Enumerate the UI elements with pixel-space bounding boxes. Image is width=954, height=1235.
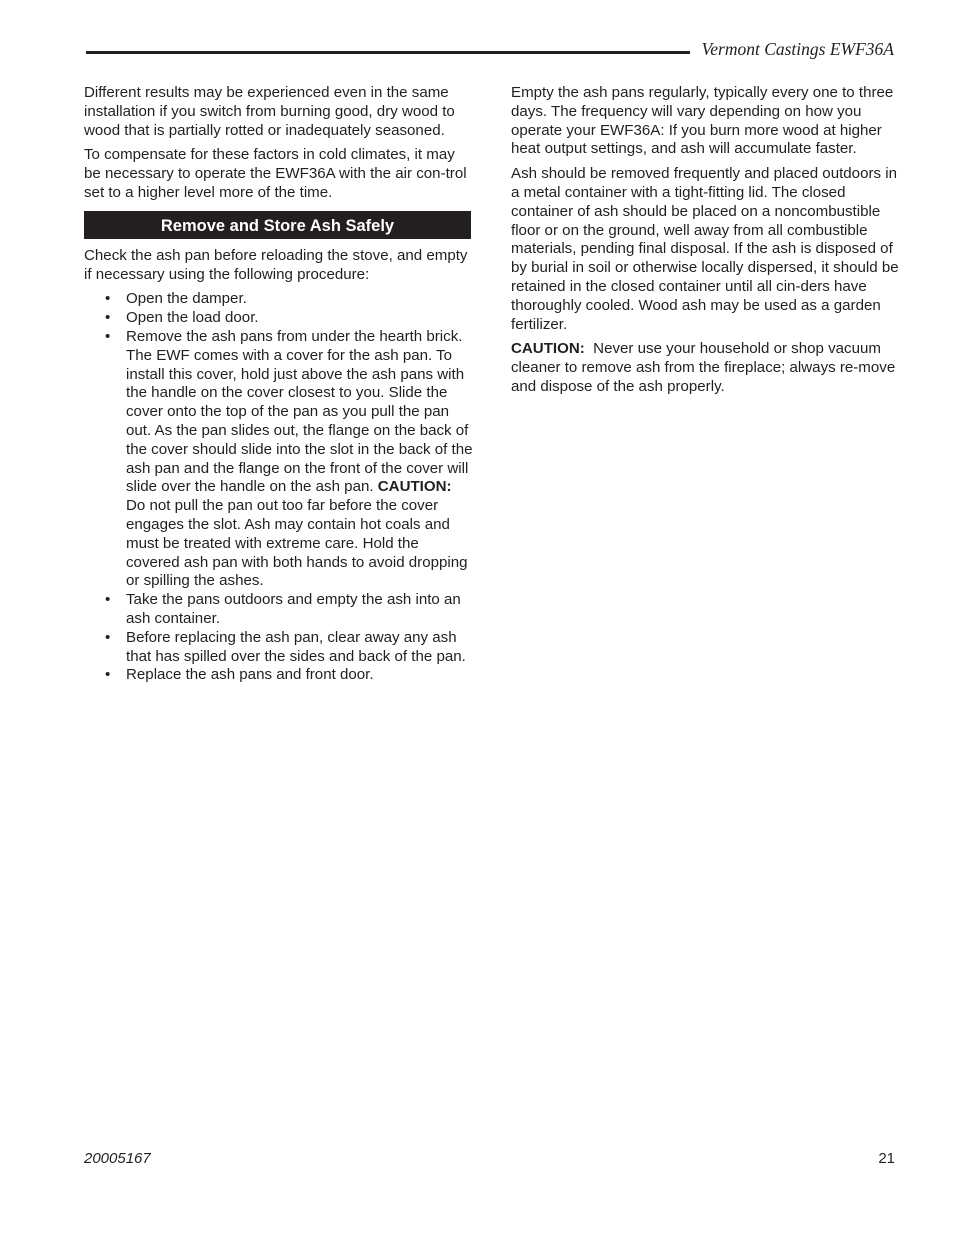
list-item	[105, 591, 474, 629]
bullet: •	[105, 327, 111, 345]
bullet: •	[105, 309, 111, 327]
list-item	[105, 628, 474, 667]
right-caution	[511, 340, 901, 396]
header-rule	[86, 51, 690, 54]
left-para-2: To compensate for these factors in cold climates, it may be necessary to operate the EWF36A with the air con-trol set to a higher level more of the time.	[84, 146, 467, 201]
page-number: 21	[878, 1150, 895, 1167]
step-text: Replace the ash pans and front door.	[126, 666, 374, 684]
procedure-list	[84, 290, 474, 685]
caution-text: Do not pull the pan out too far before the cover engages the slot. Ash may contain hot coals and must be treated with extreme care. Hold the covered ash pan with both hands to avoid dropping or spilling the ashes.	[126, 497, 468, 590]
list-item	[105, 290, 474, 309]
right-para-1: Empty the ash pans regularly, typically every one to three days. The frequency will vary depending on how you operate your EWF36A: If you burn more wood at higher heat output settings, and ash will accumulate faster.	[511, 84, 894, 158]
step-text: Open the damper.	[126, 290, 247, 308]
caution-text: Never use your household or shop vacuum cleaner to remove ash from the fireplace; always re-move and dispose of the ash properly.	[511, 340, 896, 395]
list-item	[105, 666, 474, 685]
bullet: •	[105, 666, 111, 684]
step-text: Open the load door.	[126, 309, 259, 327]
right-column	[511, 84, 901, 403]
bullet: •	[105, 290, 111, 308]
bullet: •	[105, 591, 111, 609]
header-title: Vermont Castings EWF36A	[701, 39, 894, 59]
list-item	[105, 309, 474, 328]
document-number: 20005167	[84, 1150, 151, 1167]
right-para-2: Ash should be removed frequently and placed outdoors in a metal container with a tight-fitting lid. The closed container of ash should be placed on a noncombustible floor or on the ground, well away from all combustible materials, pending final disposal. If the ash is disposed of by burial in soil or otherwise locally dispersed, it should be retained in the closed container until all cin-ders have thoroughly cooled. Wood ash may be used as a garden fertilizer.	[511, 165, 899, 333]
list-item	[105, 327, 474, 591]
caution-label: CAUTION:	[377, 478, 452, 496]
step-text: Before replacing the ash pan, clear away any ash that has spilled over the sides and back of the pan.	[126, 628, 466, 665]
step-text: Remove the ash pans from under the hearth brick. The EWF comes with a cover for the ash pan. To install this cover, hold just above the ash pans with the handle on the cover closest to you. Slide the cover onto the top of the pan as you pull the pan out. As the pan slides out, the flange on the back of the cover should slide into the slot in the back of the ash pan and the flange on the front of the cover will slide over the handle on the ash pan.	[126, 327, 473, 496]
section-heading: Remove and Store Ash Safely	[84, 211, 471, 239]
bullet: •	[105, 628, 111, 646]
left-para-1: Different results may be experienced even in the same installation if you switch from burning good, dry wood to wood that is partially rotted or inadequately seasoned.	[84, 84, 455, 139]
step-text: Take the pans outdoors and empty the ash into an ash container.	[126, 591, 461, 627]
procedure-intro: Check the ash pan before reloading the stove, and empty if necessary using the following procedure:	[84, 246, 468, 283]
caution-label: CAUTION:	[511, 340, 585, 358]
left-column	[84, 84, 474, 685]
